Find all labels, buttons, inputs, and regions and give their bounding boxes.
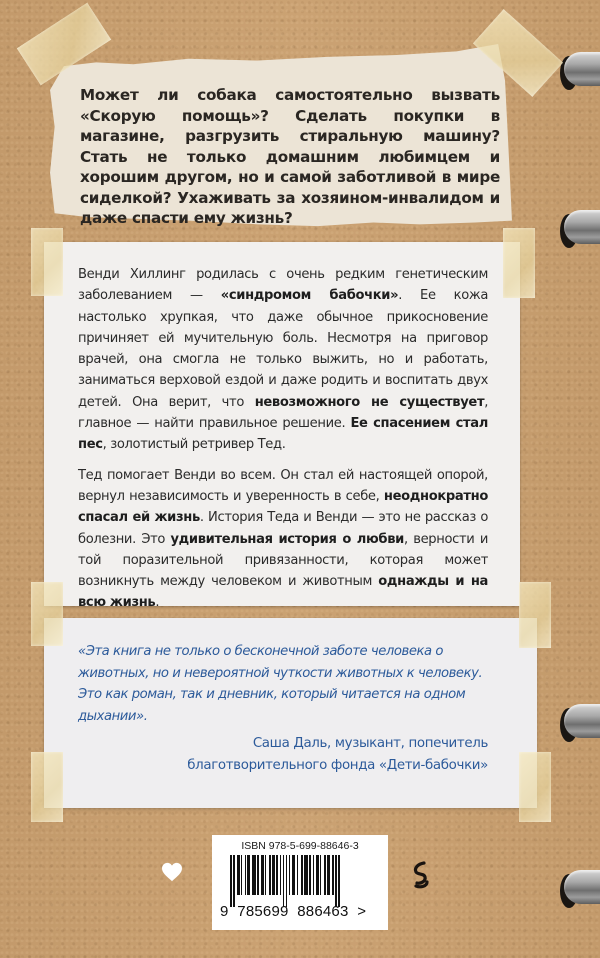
quote-author-affiliation: благотворительного фонда «Дети-бабочки»: [187, 757, 488, 773]
tape-strip: [31, 582, 63, 646]
tape-strip: [519, 582, 551, 648]
description-paragraph-2: Тед помогает Венди во всем. Он стал ей настоящей опорой, вернул независимость и уверенность в себе, неоднократно спасал ей жизнь. История Теда и Венди — это не рассказ о болезни. Это удивительная история о любви, верности и той поразительной привязанности, которая может возникнуть между человеком и животным однажды и на всю жизнь.: [78, 467, 488, 611]
description-paragraph-1: Венди Хиллинг родилась с очень редким генетическим заболеванием — «синдромом бабочки». Ее кожа настолько хрупкая, что даже обычное прикосновение причиняет ей мучительную боль. Несмотря на приговор врачей, она смогла не только выжить, но и работать, заниматься верховой ездой и даже родить и воспитать двух детей. Она верит, что невозможного не существует, главное — найти правильное решение. Ее спасением стал пес, золотистый ретривер Тед.: [78, 267, 488, 453]
eksmo-logo-icon: [408, 860, 432, 892]
isbn-barcode: [212, 835, 388, 930]
isbn-number: ISBN 978-5-699-88646-3: [241, 840, 359, 852]
tape-strip: [519, 752, 551, 822]
tape-strip: [31, 752, 63, 822]
barcode-digits: 9 785699 886463 >: [220, 903, 367, 920]
tape-strip: [31, 228, 63, 296]
binder-ring-icon: [550, 704, 600, 744]
tape-strip: [503, 228, 535, 298]
barcode-bars: [230, 855, 373, 907]
book-description: [78, 264, 488, 623]
quote-attribution: [140, 733, 488, 776]
quote-author-name: Саша Даль, музыкант, попечитель: [252, 736, 488, 751]
heart-icon: [161, 862, 183, 882]
teaser-questions: Может ли собака самостоятельно вызвать «Скорую помощь»? Сделать покупки в магазине, разгрузить стиральную машину? Стать не только домашним любимцем и хорошим другом, но и самой заботливой в мире сиделкой? Ухаживать за хозяином-инвалидом и даже спасти ему жизнь?: [80, 86, 500, 227]
binder-ring-icon: [550, 870, 600, 910]
binder-ring-icon: [550, 210, 600, 250]
endorsement-quote: «Эта книга не только о бесконечной заботе человека о животных, но и невероятной чуткости животных к человеку. Это как роман, так и дневник, который читается на одном дыхании».: [78, 644, 483, 724]
